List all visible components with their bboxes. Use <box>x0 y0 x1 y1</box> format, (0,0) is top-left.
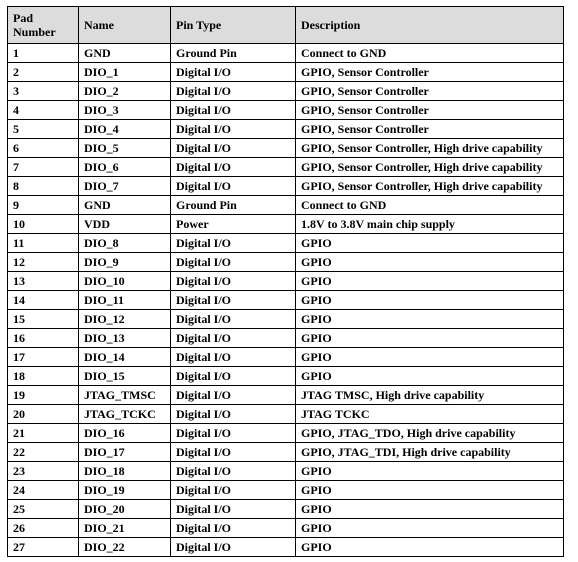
cell-name: JTAG_TMSC <box>79 386 171 405</box>
cell-pad-number: 19 <box>8 386 79 405</box>
cell-pad-number: 27 <box>8 538 79 557</box>
cell-name: DIO_11 <box>79 291 171 310</box>
cell-description: GPIO <box>296 272 564 291</box>
cell-pad-number: 21 <box>8 424 79 443</box>
cell-description: GPIO, Sensor Controller <box>296 120 564 139</box>
cell-description: GPIO <box>296 310 564 329</box>
table-row <box>8 272 564 291</box>
cell-name: DIO_20 <box>79 500 171 519</box>
cell-description: 1.8V to 3.8V main chip supply <box>296 215 564 234</box>
cell-pin-type: Digital I/O <box>171 348 296 367</box>
cell-pad-number: 13 <box>8 272 79 291</box>
cell-pad-number: 16 <box>8 329 79 348</box>
cell-description: GPIO <box>296 367 564 386</box>
cell-name: DIO_10 <box>79 272 171 291</box>
table-row <box>8 348 564 367</box>
cell-name: DIO_3 <box>79 101 171 120</box>
cell-pin-type: Ground Pin <box>171 196 296 215</box>
cell-description: GPIO, JTAG_TDI, High drive capability <box>296 443 564 462</box>
cell-name: GND <box>79 196 171 215</box>
cell-description: GPIO <box>296 481 564 500</box>
cell-description: GPIO, Sensor Controller, High drive capability <box>296 177 564 196</box>
cell-pin-type: Digital I/O <box>171 101 296 120</box>
cell-pin-type: Power <box>171 215 296 234</box>
table-row <box>8 158 564 177</box>
cell-pad-number: 20 <box>8 405 79 424</box>
pad-description-table <box>7 6 564 557</box>
header-pad-number: Pad Number <box>8 7 79 44</box>
header-name: Name <box>79 7 171 44</box>
table-row <box>8 538 564 557</box>
table-row <box>8 424 564 443</box>
cell-name: DIO_16 <box>79 424 171 443</box>
cell-pin-type: Digital I/O <box>171 272 296 291</box>
table-row <box>8 462 564 481</box>
cell-name: DIO_15 <box>79 367 171 386</box>
cell-description: GPIO <box>296 234 564 253</box>
cell-pin-type: Digital I/O <box>171 291 296 310</box>
cell-description: GPIO <box>296 500 564 519</box>
cell-pad-number: 15 <box>8 310 79 329</box>
table-row <box>8 519 564 538</box>
table-row <box>8 291 564 310</box>
cell-pin-type: Ground Pin <box>171 44 296 63</box>
cell-pin-type: Digital I/O <box>171 158 296 177</box>
cell-name: DIO_7 <box>79 177 171 196</box>
cell-name: DIO_8 <box>79 234 171 253</box>
cell-description: GPIO, Sensor Controller <box>296 82 564 101</box>
cell-pin-type: Digital I/O <box>171 519 296 538</box>
cell-pin-type: Digital I/O <box>171 177 296 196</box>
cell-description: GPIO <box>296 291 564 310</box>
cell-description: GPIO <box>296 329 564 348</box>
header-row <box>8 7 564 44</box>
cell-pad-number: 8 <box>8 177 79 196</box>
cell-pad-number: 2 <box>8 63 79 82</box>
cell-description: JTAG TCKC <box>296 405 564 424</box>
cell-description: GPIO, JTAG_TDO, High drive capability <box>296 424 564 443</box>
cell-name: GND <box>79 44 171 63</box>
cell-pin-type: Digital I/O <box>171 424 296 443</box>
table-row <box>8 139 564 158</box>
cell-description: JTAG TMSC, High drive capability <box>296 386 564 405</box>
cell-pad-number: 1 <box>8 44 79 63</box>
cell-pin-type: Digital I/O <box>171 253 296 272</box>
table-row <box>8 500 564 519</box>
table-row <box>8 386 564 405</box>
cell-pin-type: Digital I/O <box>171 462 296 481</box>
cell-description: GPIO <box>296 538 564 557</box>
cell-pad-number: 14 <box>8 291 79 310</box>
cell-name: DIO_22 <box>79 538 171 557</box>
table-row <box>8 82 564 101</box>
table-header <box>8 7 564 44</box>
cell-name: DIO_12 <box>79 310 171 329</box>
cell-name: DIO_17 <box>79 443 171 462</box>
cell-name: DIO_6 <box>79 158 171 177</box>
cell-pad-number: 24 <box>8 481 79 500</box>
table-row <box>8 101 564 120</box>
cell-pin-type: Digital I/O <box>171 329 296 348</box>
header-pin-type: Pin Type <box>171 7 296 44</box>
cell-name: DIO_5 <box>79 139 171 158</box>
table-row <box>8 481 564 500</box>
cell-pad-number: 10 <box>8 215 79 234</box>
cell-description: GPIO, Sensor Controller, High drive capability <box>296 158 564 177</box>
cell-name: DIO_13 <box>79 329 171 348</box>
table-row <box>8 310 564 329</box>
cell-description: Connect to GND <box>296 44 564 63</box>
table-row <box>8 234 564 253</box>
cell-pad-number: 12 <box>8 253 79 272</box>
cell-pin-type: Digital I/O <box>171 310 296 329</box>
table-row <box>8 329 564 348</box>
header-description: Description <box>296 7 564 44</box>
cell-description: GPIO <box>296 253 564 272</box>
cell-pad-number: 9 <box>8 196 79 215</box>
cell-name: DIO_19 <box>79 481 171 500</box>
cell-name: JTAG_TCKC <box>79 405 171 424</box>
cell-pad-number: 26 <box>8 519 79 538</box>
cell-name: DIO_21 <box>79 519 171 538</box>
cell-pad-number: 4 <box>8 101 79 120</box>
cell-pad-number: 11 <box>8 234 79 253</box>
cell-name: DIO_9 <box>79 253 171 272</box>
table-row <box>8 44 564 63</box>
cell-description: GPIO, Sensor Controller <box>296 101 564 120</box>
cell-pin-type: Digital I/O <box>171 139 296 158</box>
table-row <box>8 196 564 215</box>
cell-pin-type: Digital I/O <box>171 538 296 557</box>
table-body <box>8 44 564 557</box>
cell-name: DIO_18 <box>79 462 171 481</box>
cell-pad-number: 17 <box>8 348 79 367</box>
cell-pin-type: Digital I/O <box>171 234 296 253</box>
cell-pad-number: 22 <box>8 443 79 462</box>
cell-name: DIO_1 <box>79 63 171 82</box>
cell-description: GPIO, Sensor Controller, High drive capability <box>296 139 564 158</box>
cell-description: GPIO, Sensor Controller <box>296 63 564 82</box>
table-row <box>8 443 564 462</box>
cell-pin-type: Digital I/O <box>171 63 296 82</box>
cell-pin-type: Digital I/O <box>171 481 296 500</box>
table-row <box>8 367 564 386</box>
pad-table-container <box>7 6 563 557</box>
cell-pad-number: 7 <box>8 158 79 177</box>
table-row <box>8 120 564 139</box>
cell-name: DIO_2 <box>79 82 171 101</box>
cell-pad-number: 25 <box>8 500 79 519</box>
cell-description: GPIO <box>296 462 564 481</box>
cell-name: DIO_4 <box>79 120 171 139</box>
cell-pin-type: Digital I/O <box>171 367 296 386</box>
cell-description: GPIO <box>296 348 564 367</box>
table-row <box>8 63 564 82</box>
cell-description: GPIO <box>296 519 564 538</box>
cell-pad-number: 5 <box>8 120 79 139</box>
cell-pin-type: Digital I/O <box>171 386 296 405</box>
cell-description: Connect to GND <box>296 196 564 215</box>
table-row <box>8 215 564 234</box>
cell-pad-number: 3 <box>8 82 79 101</box>
cell-pad-number: 6 <box>8 139 79 158</box>
cell-pin-type: Digital I/O <box>171 500 296 519</box>
cell-name: VDD <box>79 215 171 234</box>
cell-pin-type: Digital I/O <box>171 443 296 462</box>
cell-pin-type: Digital I/O <box>171 82 296 101</box>
table-row <box>8 177 564 196</box>
table-row <box>8 253 564 272</box>
table-row <box>8 405 564 424</box>
cell-name: DIO_14 <box>79 348 171 367</box>
cell-pad-number: 23 <box>8 462 79 481</box>
cell-pad-number: 18 <box>8 367 79 386</box>
cell-pin-type: Digital I/O <box>171 405 296 424</box>
cell-pin-type: Digital I/O <box>171 120 296 139</box>
